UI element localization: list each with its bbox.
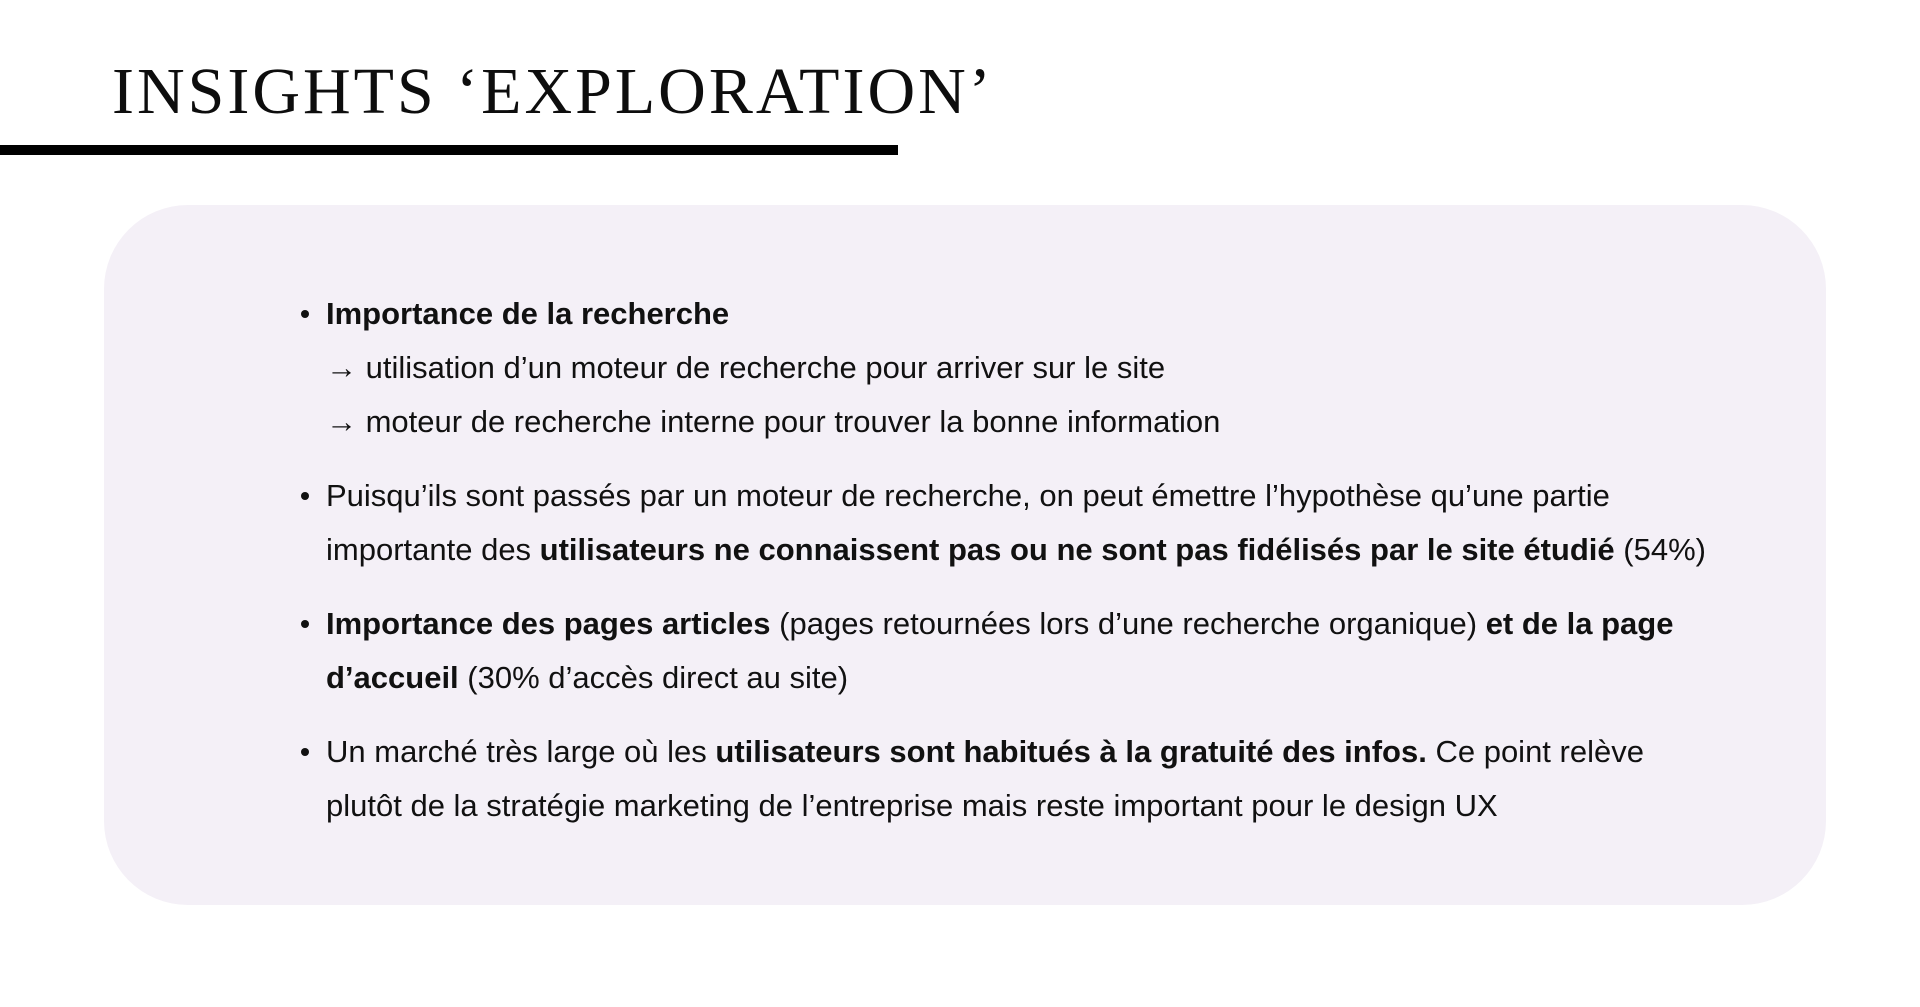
- insight-text-bold: Importance des pages articles: [326, 606, 771, 641]
- insight-line: [326, 469, 1746, 523]
- insight-text: Un marché très large où les: [326, 734, 716, 769]
- insight-text-bold: utilisateurs ne connaissent pas ou ne sont pas fidélisés par le site étudié: [539, 532, 1615, 567]
- insight-text: (54%): [1614, 532, 1706, 567]
- insight-text: importante des: [326, 532, 540, 567]
- insight-text: (pages retournées lors d’une recherche organique): [770, 606, 1486, 641]
- insights-card: [104, 205, 1826, 905]
- insight-line: [326, 725, 1746, 779]
- insight-text-bold: utilisateurs sont habitués à la gratuité des infos.: [715, 734, 1427, 769]
- title-underline: [0, 145, 898, 155]
- insight-line: [326, 287, 1746, 341]
- insight-item: [326, 597, 1746, 705]
- insight-item: [326, 287, 1746, 449]
- insight-line: [326, 523, 1746, 577]
- insight-item: [326, 725, 1746, 833]
- insight-text: → utilisation d’un moteur de recherche pour arriver sur le site: [326, 350, 1166, 385]
- page-title: INSIGHTS ‘EXPLORATION’: [112, 55, 994, 128]
- insight-text-bold: d’accueil: [326, 660, 459, 695]
- insight-line: [326, 395, 1746, 449]
- insights-list: [326, 287, 1746, 853]
- insight-text: Ce point relève: [1426, 734, 1644, 769]
- insight-line: [326, 651, 1746, 705]
- insight-line: [326, 341, 1746, 395]
- insight-text: (30% d’accès direct au site): [458, 660, 849, 695]
- insight-text: → moteur de recherche interne pour trouver la bonne information: [326, 404, 1221, 439]
- insight-text: Puisqu’ils sont passés par un moteur de recherche, on peut émettre l’hypothèse qu’une partie: [326, 478, 1610, 513]
- insight-item: [326, 469, 1746, 577]
- insight-line: [326, 779, 1746, 833]
- insight-text: plutôt de la stratégie marketing de l’entreprise mais reste important pour le design UX: [326, 788, 1498, 823]
- insight-text-bold: et de la page: [1485, 606, 1674, 641]
- insight-text-bold: Importance de la recherche: [326, 296, 730, 331]
- insight-line: [326, 597, 1746, 651]
